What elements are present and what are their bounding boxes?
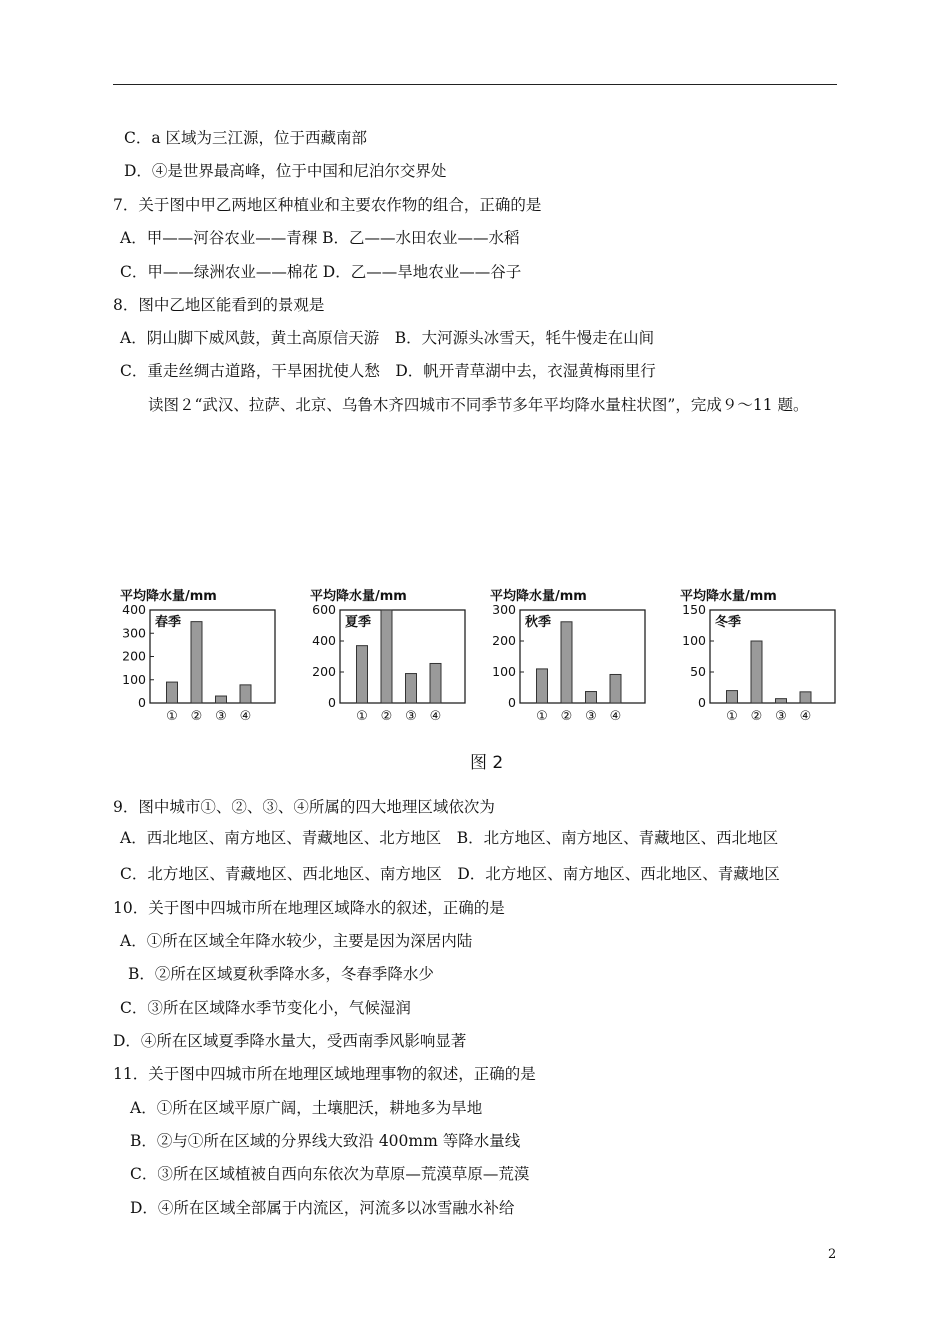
q9-options-ab: A．西北地区、南方地区、青藏地区、北方地区 B．北方地区、南方地区、青藏地区、西北地区 bbox=[120, 829, 779, 847]
precipitation-charts bbox=[115, 583, 845, 723]
y-axis-label: 平均降水量/mm bbox=[310, 589, 407, 604]
page-number: 2 bbox=[828, 1247, 837, 1262]
x-tick-label: ① bbox=[356, 709, 368, 724]
chart-svg bbox=[115, 583, 305, 723]
y-axis-label: 平均降水量/mm bbox=[680, 589, 777, 604]
q6-option-d: D．④是世界最高峰，位于中国和尼泊尔交界处 bbox=[124, 162, 447, 180]
bar bbox=[561, 622, 572, 703]
q11-option-a: A．①所在区域平原广阔，土壤肥沃，耕地多为旱地 bbox=[130, 1099, 483, 1117]
bar bbox=[727, 691, 738, 703]
q8-options-ab: A．阴山脚下威风鼓，黄土高原信天游 B．大河源头冰雪天，牦牛慢走在山间 bbox=[120, 329, 655, 347]
bar bbox=[610, 674, 621, 703]
q7-options-cd: C．甲——绿洲农业——棉花 D．乙——旱地农业——谷子 bbox=[120, 263, 522, 281]
x-tick-label: ④ bbox=[799, 709, 812, 724]
q9-options-cd: C．北方地区、青藏地区、西北地区、南方地区 D．北方地区、南方地区、西北地区、青藏地区 bbox=[120, 865, 780, 883]
x-tick-label: ② bbox=[380, 709, 393, 724]
question-7: 7．关于图中甲乙两地区种植业和主要农作物的组合，正确的是 bbox=[113, 196, 542, 214]
chart-spring bbox=[115, 583, 305, 723]
q8-options-cd: C．重走丝绸古道路，干旱困扰使人愁 D．帆开青草湖中去，衣湿黄梅雨里行 bbox=[120, 362, 656, 380]
q10-option-b: B．②所在区域夏秋季降水多，冬春季降水少 bbox=[128, 965, 434, 983]
y-tick-label: 300 bbox=[122, 625, 146, 641]
q10-option-c: C．③所在区域降水季节变化小，气候湿润 bbox=[120, 999, 411, 1017]
y-tick-label: 0 bbox=[328, 695, 336, 710]
y-tick-label: 0 bbox=[698, 695, 706, 710]
x-tick-label: ① bbox=[536, 709, 548, 724]
x-tick-label: ③ bbox=[215, 709, 227, 724]
q7-options-ab: A．甲——河谷农业——青稞 B．乙——水田农业——水稻 bbox=[120, 229, 520, 247]
x-tick-label: ③ bbox=[775, 709, 787, 724]
q10-option-d: D．④所在区域夏季降水量大，受西南季风影响显著 bbox=[113, 1032, 467, 1050]
chart-summer bbox=[305, 583, 495, 723]
y-tick-label: 200 bbox=[312, 664, 336, 679]
q11-option-b: B．②与①所在区域的分界线大致沿 400mm 等降水量线 bbox=[130, 1132, 521, 1150]
chart-winter bbox=[675, 583, 865, 723]
season-label: 夏季 bbox=[345, 615, 372, 630]
header-rule bbox=[113, 84, 837, 85]
bar bbox=[406, 674, 417, 703]
chart-svg bbox=[305, 583, 495, 723]
bar bbox=[586, 692, 597, 703]
x-tick-label: ③ bbox=[585, 709, 597, 724]
y-tick-label: 50 bbox=[690, 664, 706, 679]
season-label: 春季 bbox=[155, 615, 182, 630]
x-tick-label: ① bbox=[166, 709, 178, 724]
bar bbox=[240, 685, 251, 703]
x-tick-label: ④ bbox=[609, 709, 622, 724]
question-9: 9．图中城市①、②、③、④所属的四大地理区域依次为 bbox=[113, 798, 495, 816]
y-tick-label: 0 bbox=[508, 695, 516, 710]
y-tick-label: 200 bbox=[122, 648, 146, 664]
x-tick-label: ② bbox=[750, 709, 763, 724]
x-tick-label: ① bbox=[726, 709, 738, 724]
season-label: 秋季 bbox=[525, 615, 552, 630]
season-label: 冬季 bbox=[715, 615, 742, 630]
question-8: 8．图中乙地区能看到的景观是 bbox=[113, 296, 325, 314]
x-tick-label: ④ bbox=[429, 709, 442, 724]
chart-svg bbox=[485, 583, 675, 723]
bar bbox=[216, 696, 227, 703]
bar bbox=[800, 692, 811, 703]
q6-option-c: C．a 区域为三江源，位于西藏南部 bbox=[124, 129, 368, 147]
y-tick-label: 100 bbox=[122, 671, 146, 687]
y-tick-label: 400 bbox=[312, 633, 336, 648]
x-tick-label: ④ bbox=[239, 709, 252, 724]
question-11: 11．关于图中四城市所在地理区域地理事物的叙述，正确的是 bbox=[113, 1065, 536, 1083]
bar bbox=[537, 669, 548, 703]
q10-option-a: A．①所在区域全年降水较少，主要是因为深居内陆 bbox=[120, 932, 473, 950]
y-tick-label: 100 bbox=[682, 633, 706, 648]
bar bbox=[357, 646, 368, 703]
chart-svg bbox=[675, 583, 865, 723]
bar bbox=[776, 699, 787, 703]
question-10: 10．关于图中四城市所在地理区域降水的叙述，正确的是 bbox=[113, 899, 505, 917]
y-tick-label: 300 bbox=[492, 602, 516, 617]
chart-autumn bbox=[485, 583, 675, 723]
bar bbox=[430, 663, 441, 703]
y-tick-label: 400 bbox=[122, 602, 146, 617]
bar bbox=[381, 610, 392, 703]
q11-option-d: D．④所在区域全部属于内流区，河流多以冰雪融水补给 bbox=[130, 1199, 515, 1217]
x-tick-label: ③ bbox=[405, 709, 417, 724]
bar bbox=[191, 622, 202, 703]
q11-option-c: C．③所在区域植被自西向东依次为草原—荒漠草原—荒漠 bbox=[130, 1165, 530, 1183]
y-tick-label: 150 bbox=[682, 602, 706, 617]
y-tick-label: 600 bbox=[312, 602, 336, 617]
figure-caption: 图 2 bbox=[470, 753, 504, 773]
figure-intro: 读图２“武汉、拉萨、北京、乌鲁木齐四城市不同季节多年平均降水量柱状图”，完成９～11 题。 bbox=[148, 396, 809, 414]
y-axis-label: 平均降水量/mm bbox=[490, 589, 587, 604]
x-tick-label: ② bbox=[190, 709, 203, 724]
y-tick-label: 100 bbox=[492, 664, 516, 679]
y-tick-label: 200 bbox=[492, 633, 516, 648]
y-axis-label: 平均降水量/mm bbox=[120, 589, 217, 604]
bar bbox=[751, 641, 762, 703]
x-tick-label: ② bbox=[560, 709, 573, 724]
y-tick-label: 0 bbox=[138, 695, 146, 710]
bar bbox=[167, 682, 178, 703]
